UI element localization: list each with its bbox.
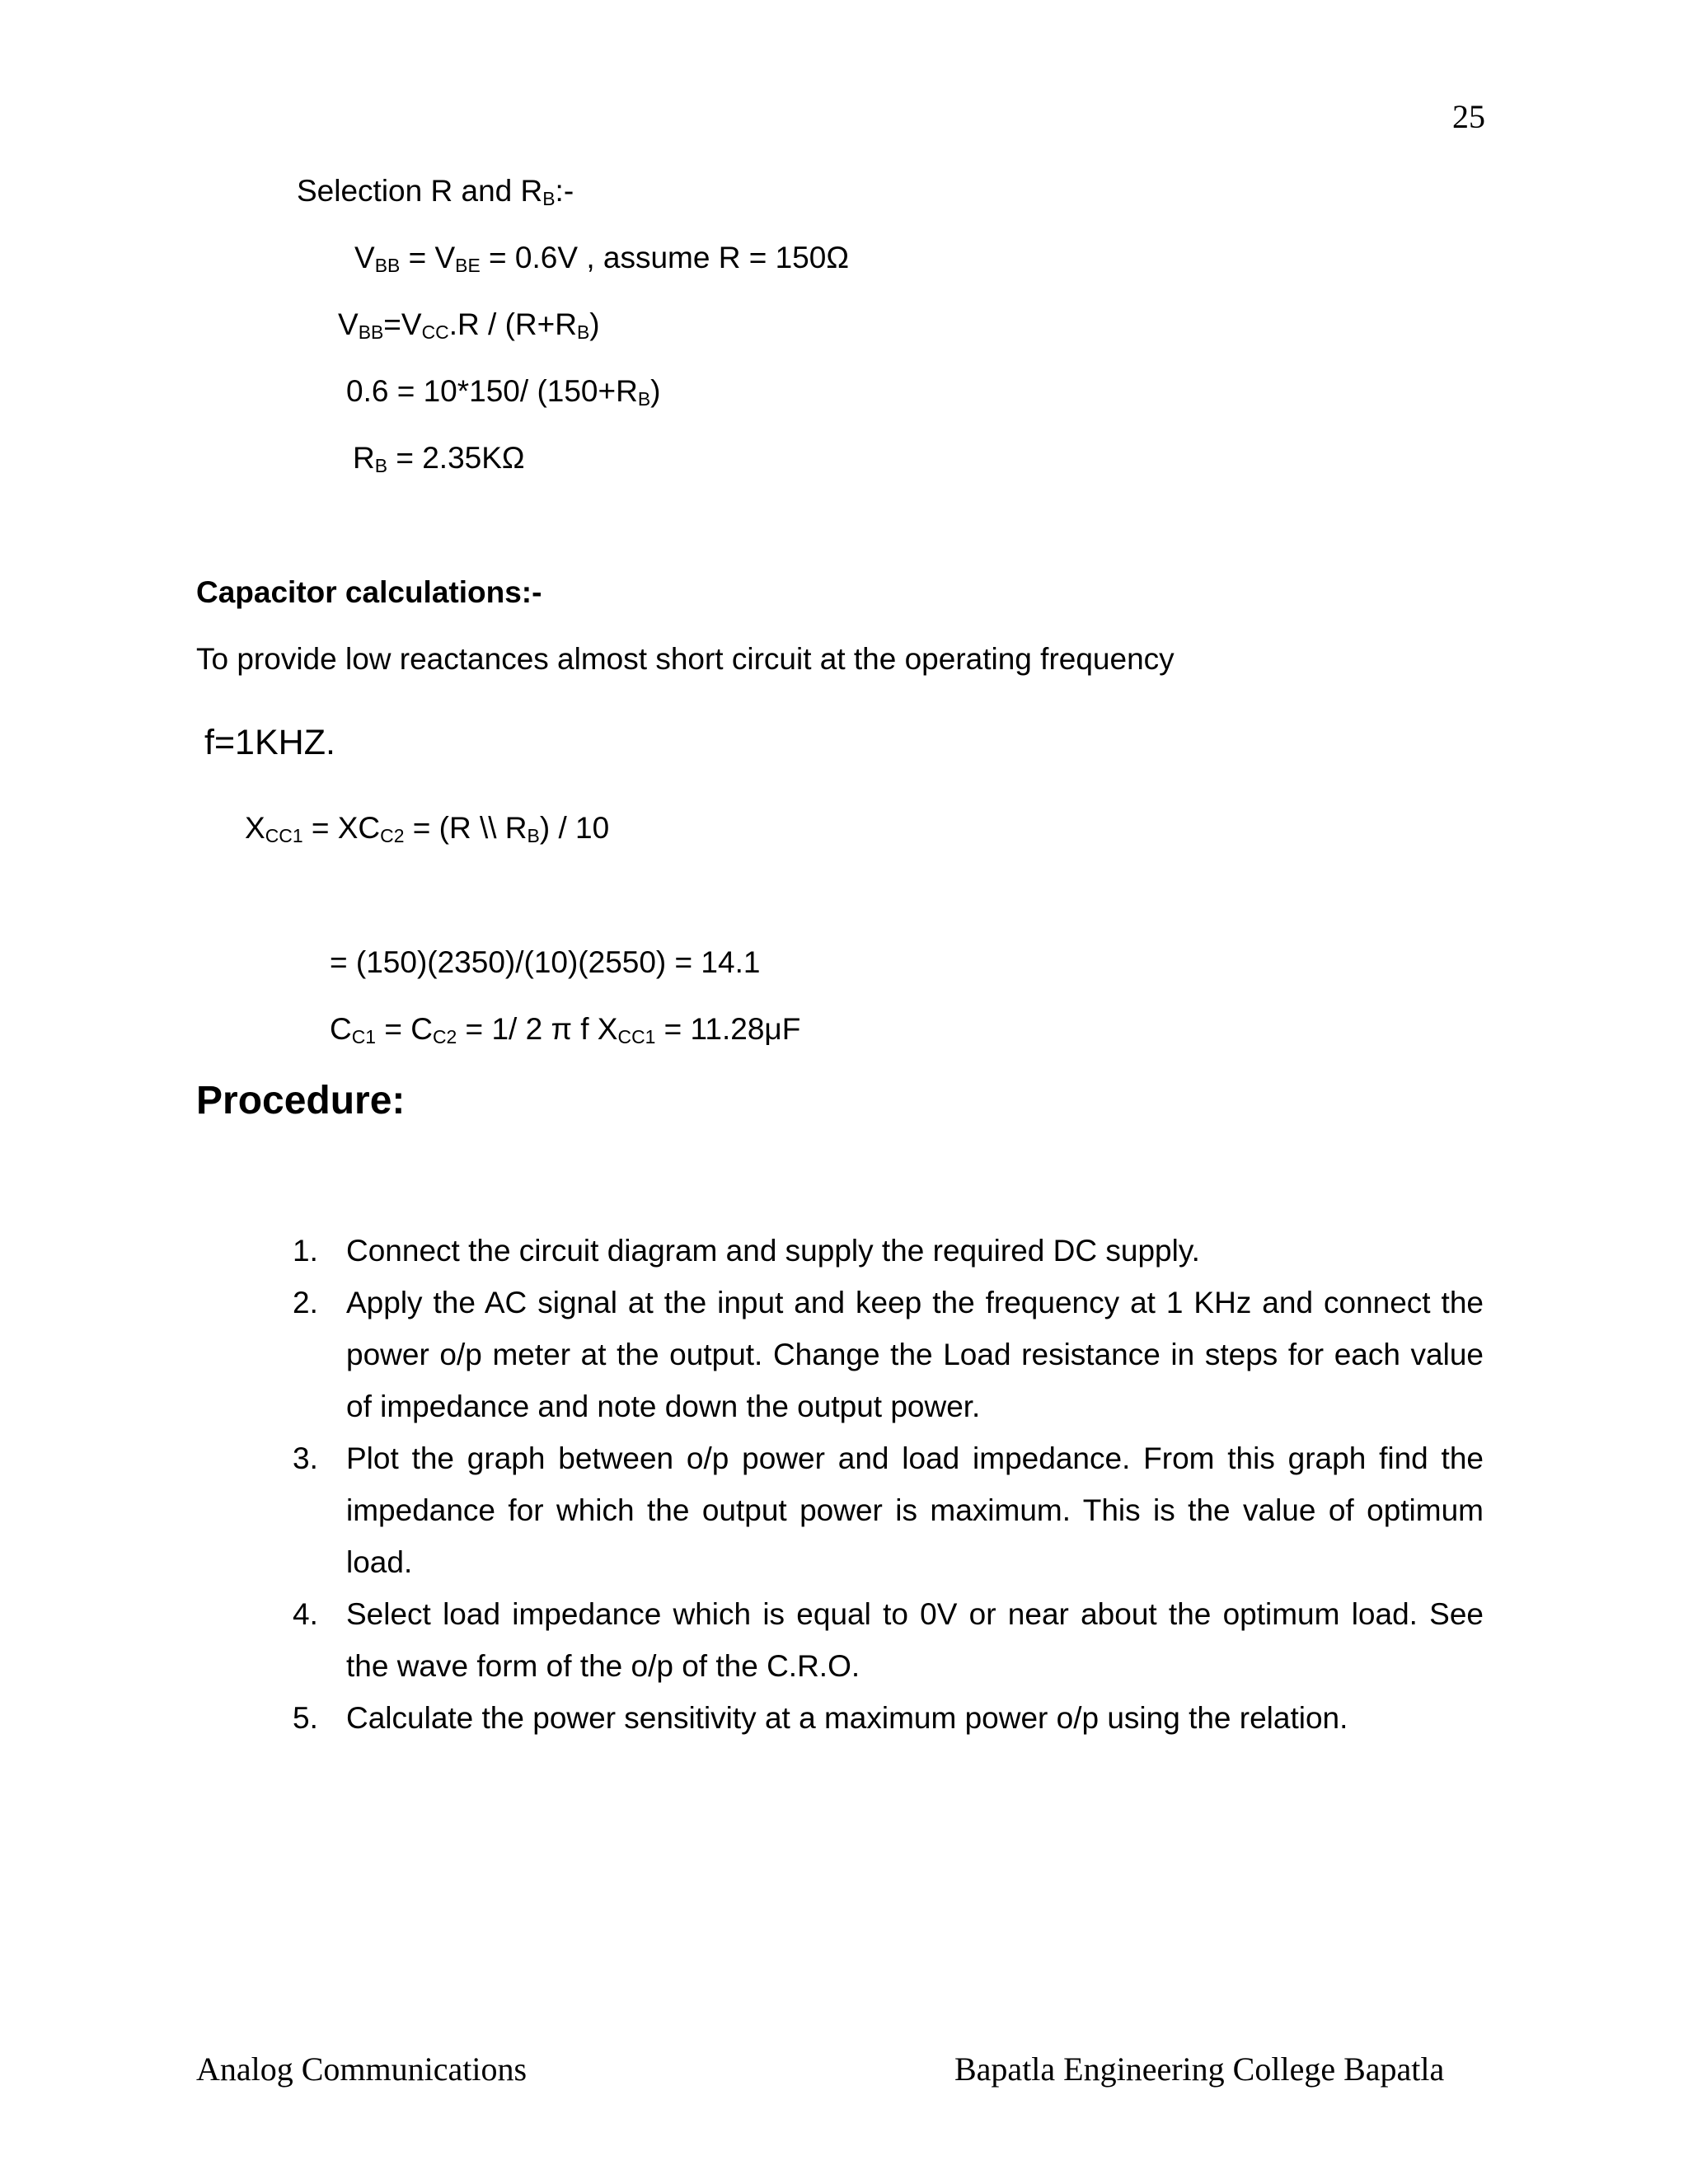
step-text: Apply the AC signal at the input and keep the frequency at 1 KHz and connect the power o/p meter at the output. Change the Load resistance in steps for each value of impedance and note down the output power. <box>346 1286 1484 1423</box>
step-number: 1. <box>293 1234 318 1268</box>
footer-course-title: Analog Communications <box>196 2050 528 2088</box>
capacitor-intro: To provide low reactances almost short circuit at the operating frequency <box>196 642 1175 676</box>
step-text: Connect the circuit diagram and supply the required DC supply. <box>346 1234 1200 1268</box>
procedure-step <box>293 1225 1484 1277</box>
page-number: 25 <box>1452 98 1485 135</box>
reactance-equation: $X_{CC1} = XC_{C2} = (R$ \\ $R_B) / 10$ <box>245 811 610 847</box>
procedure-step <box>293 1692 1484 1744</box>
footer-institution: Bapatla Engineering College Bapatla <box>954 2050 1445 2088</box>
step-number: 2. <box>293 1286 318 1319</box>
step-number: 3. <box>293 1441 318 1475</box>
operating-frequency: f=1KHZ. <box>204 723 335 762</box>
step-number: 4. <box>293 1597 318 1631</box>
selection-heading: Selection R and $R_B:-$ <box>297 174 574 210</box>
capacitor-heading: Capacitor calculations:- <box>196 575 542 609</box>
procedure-steps <box>293 1225 1484 1744</box>
step-text: Plot the graph between o/p power and load impedance. From this graph find the impedance for which the output power is maximum. This is the value of optimum load. <box>346 1441 1484 1579</box>
rb-result: $R_B = 2.35K\Omega$ <box>353 441 525 477</box>
step-text: Calculate the power sensitivity at a maximum power o/p using the relation. <box>346 1701 1348 1735</box>
capacitance-result: $C_{C1} = C_{C2} = 1/$ 2 π f $X_{CC1} = 11.28\mu F$ <box>330 1012 801 1048</box>
procedure-step <box>293 1432 1484 1588</box>
vbb-divider-equation: $V_{BB}=V_{CC}.R / (R+R_B)$ <box>338 307 600 344</box>
vbb-vbe-equation: $V_{BB} = V_{BE} = 0.6V$ , assume R = 150Ω <box>354 241 849 277</box>
procedure-step <box>293 1588 1484 1692</box>
step-text: Select load impedance which is equal to 0V or near about the optimum load. See the wave form of the o/p of the C.R.O. <box>346 1597 1484 1683</box>
procedure-step <box>293 1277 1484 1432</box>
procedure-heading: Procedure: <box>196 1079 406 1122</box>
substitution-equation: 0.6 = 10*150/ $(150+R_B)$ <box>346 374 661 410</box>
reactance-value: = (150)(2350)/(10)(2550) = 14.1 <box>330 945 761 979</box>
step-number: 5. <box>293 1701 318 1735</box>
